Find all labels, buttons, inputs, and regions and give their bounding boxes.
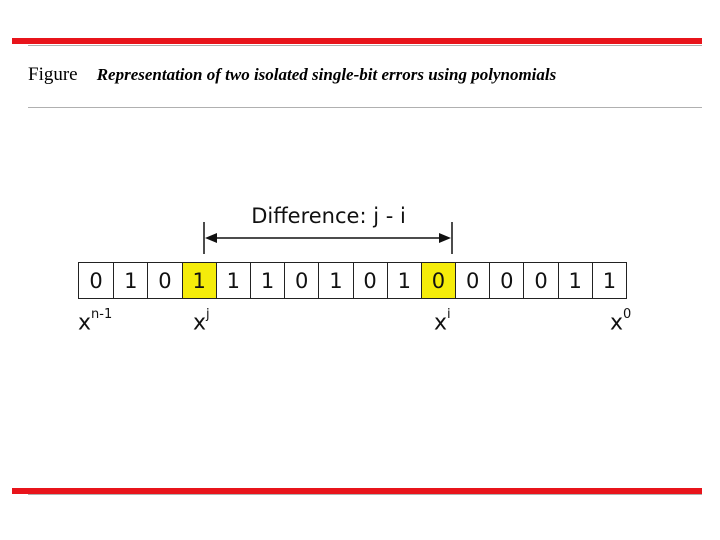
power-label-0: $x^0$ bbox=[610, 307, 632, 336]
bit-cell: 0 bbox=[284, 263, 318, 298]
bottom-divider bbox=[28, 494, 702, 495]
bit-cell: 1 bbox=[182, 263, 216, 298]
power-label-n-1: $x^{n-1}$ bbox=[78, 307, 113, 336]
bit-cell: 1 bbox=[387, 263, 421, 298]
arrow-right-head bbox=[439, 233, 451, 243]
bit-cell: 0 bbox=[421, 263, 455, 298]
arrow-left-head bbox=[205, 233, 217, 243]
power-label-i: $x^i$ bbox=[434, 307, 451, 336]
difference-label: Difference: j - i bbox=[251, 204, 406, 228]
bit-cell: 0 bbox=[455, 263, 489, 298]
bit-cell: 0 bbox=[147, 263, 181, 298]
bit-cell: 1 bbox=[558, 263, 592, 298]
bit-cell: 0 bbox=[353, 263, 387, 298]
bit-cell: 0 bbox=[523, 263, 557, 298]
bit-cell: 0 bbox=[489, 263, 523, 298]
bit-cell: 1 bbox=[216, 263, 250, 298]
bit-cell: 0 bbox=[89, 268, 103, 293]
bit-row bbox=[78, 262, 627, 299]
bit-cell: 1 bbox=[318, 263, 352, 298]
caption-text: Representation of two isolated single-bit errors using polynomials bbox=[96, 65, 557, 84]
caption-label: Figure bbox=[28, 64, 78, 85]
power-label-j: $x^j$ bbox=[193, 307, 210, 336]
bit-cell: 1 bbox=[250, 263, 284, 298]
bit-cell: 1 bbox=[113, 263, 147, 298]
bit-cell: 1 bbox=[592, 263, 626, 298]
